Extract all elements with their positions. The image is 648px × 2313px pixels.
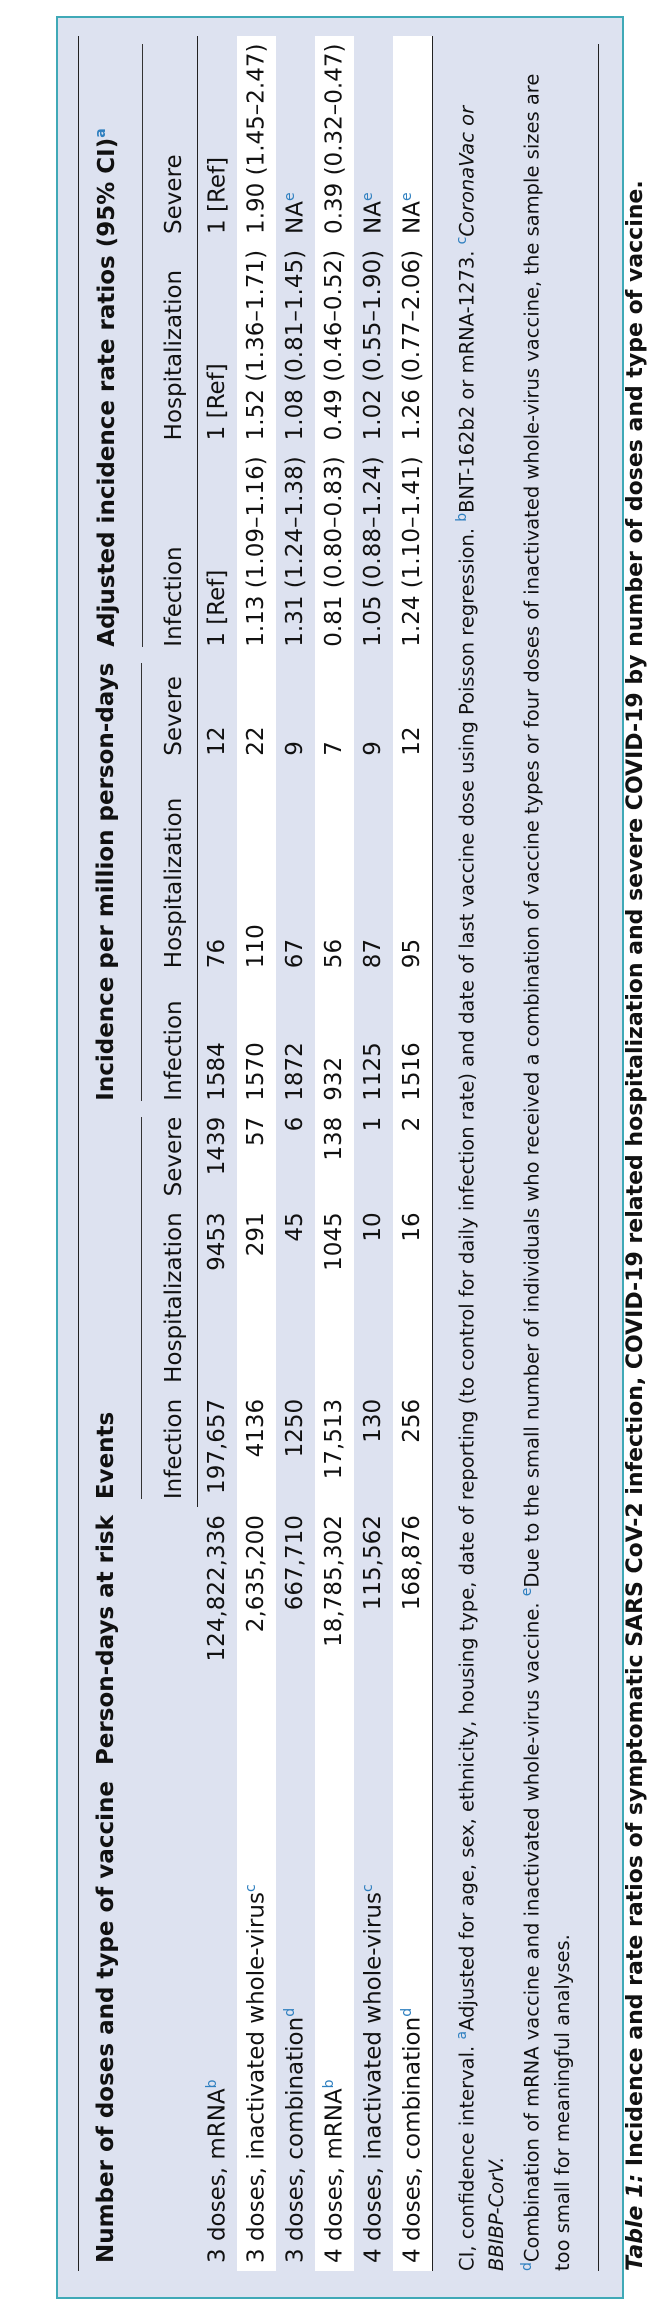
- incidence-hospitalization-cell: 76: [204, 938, 231, 969]
- adjusted-hospitalization-cell: 1 [Ref]: [204, 363, 231, 441]
- data-table: [78, 36, 433, 2271]
- subheader-adjusted-hospitalization: Hospitalization: [143, 242, 198, 448]
- subheader-events-infection: Infection: [143, 1391, 198, 1507]
- adjusted-infection-cell: 1.24 (1.10–1.41): [393, 448, 433, 654]
- rotated-content: [58, 18, 648, 2297]
- subheader-adjusted-infection: Infection: [143, 448, 198, 654]
- footnote-marker: e: [281, 192, 298, 201]
- adjusted-severe-cell: $NA^e$: [281, 192, 309, 234]
- table-footnotes: CI, confidence interval. $^a$Adjusted for age, sex, ethnicity, housing type, date of reporting (to control for daily infection rate) and date of last vaccine dose using Poisson regression. $^b$BNT-162b2 or mRNA-1273. $^c$CoronaVac or BBIBP-CorV. $^d$Combination of mRNA vaccine and inactivated whole-virus vaccine. $^e$Due to the small number of individuals who received a combination of vaccine types or four doses of inactivated whole-virus vaccine, the sample sizes are too small for meaningful analyses.: [453, 73, 574, 2271]
- adjusted-infection-cell: 0.81 (0.80–0.83): [315, 448, 354, 654]
- events-severe-cell: 2: [393, 1109, 433, 1205]
- table-row: [354, 36, 393, 2271]
- header-doses: Number of doses and type of vaccine: [79, 1773, 198, 2271]
- footnote-marker: d: [281, 2007, 298, 2017]
- incidence-infection-cell: 1516: [393, 976, 433, 1109]
- person-days-cell: 18,785,302: [315, 1507, 354, 1773]
- person-days-cell: 168,876: [393, 1507, 433, 1773]
- footnote-marker: b: [203, 2079, 220, 2089]
- adjusted-hospitalization-cell: 1.26 (0.77–2.06): [393, 242, 433, 448]
- events-hospitalization-cell: 9453: [204, 1212, 231, 1271]
- row-label: 3 doses, mRNA$^b$: [203, 2079, 231, 2263]
- incidence-severe-cell: 12: [204, 726, 231, 756]
- footnote-marker: d: [398, 2007, 415, 2017]
- table-row: [197, 36, 237, 2271]
- events-severe-cell: 57: [237, 1109, 276, 1205]
- incidence-infection-cell: 1584: [204, 1042, 231, 1101]
- row-label: 4 doses, inactivated whole-virus$^c$: [359, 1884, 387, 2263]
- events-infection-cell: 130: [360, 1398, 387, 1443]
- person-days-cell: 2,635,200: [237, 1507, 276, 1773]
- events-infection-cell: 4136: [237, 1391, 276, 1507]
- incidence-hospitalization-cell: 56: [315, 764, 354, 976]
- person-days-cell: 667,710: [282, 1515, 309, 1611]
- table-row: [237, 36, 276, 2271]
- adjusted-hospitalization-cell: 1.52 (1.36–1.71): [237, 242, 276, 448]
- events-severe-cell: 1: [360, 1116, 387, 1132]
- events-severe-cell: 138: [315, 1109, 354, 1205]
- adjusted-infection-cell: 1.13 (1.09–1.16): [237, 448, 276, 654]
- incidence-hospitalization-cell: 110: [237, 764, 276, 976]
- table-row: [393, 36, 433, 2271]
- adjusted-severe-cell: 0.39 (0.32–0.47): [315, 36, 354, 242]
- events-hospitalization-cell: 291: [237, 1204, 276, 1390]
- adjusted-hospitalization-cell: 1.02 (0.55–1.90): [360, 249, 387, 441]
- subheader-incidence-severe: Severe: [143, 655, 198, 764]
- adjusted-infection-cell: 1 [Ref]: [204, 569, 231, 647]
- incidence-hospitalization-cell: 87: [360, 938, 387, 969]
- events-infection-cell: 256: [393, 1391, 433, 1507]
- adjusted-severe-cell: $NA^e$: [359, 192, 387, 234]
- header-events: Events: [79, 1109, 143, 1507]
- subheader-incidence-infection: Infection: [143, 976, 198, 1109]
- row-label: 4 doses, combination$^d$: [393, 1773, 433, 2271]
- events-infection-cell: 197,657: [204, 1398, 231, 1494]
- subheader-events-hospitalization: Hospitalization: [143, 1204, 198, 1390]
- footnote-marker: e: [398, 192, 415, 201]
- footnote-marker: e: [359, 192, 376, 201]
- incidence-infection-cell: 1872: [282, 1042, 309, 1101]
- header-person-days: Person-days at risk: [79, 1507, 198, 1773]
- incidence-infection-cell: 1570: [237, 976, 276, 1109]
- adjusted-hospitalization-cell: 1.08 (0.81–1.45): [282, 249, 309, 441]
- events-severe-cell: 6: [282, 1116, 309, 1132]
- events-hospitalization-cell: 45: [282, 1212, 309, 1242]
- footnote-marker: c: [242, 1884, 259, 1893]
- events-hospitalization-cell: 10: [360, 1212, 387, 1242]
- subheader-adjusted-severe: Severe: [143, 36, 198, 242]
- table-frame: [56, 16, 648, 2299]
- incidence-infection-cell: 1125: [360, 1042, 387, 1101]
- adjusted-severe-cell: 1 [Ref]: [204, 156, 231, 234]
- incidence-severe-cell: 9: [360, 741, 387, 756]
- footnote-marker: c: [359, 1884, 376, 1893]
- row-label: 3 doses, combination$^d$: [281, 2007, 309, 2263]
- events-hospitalization-cell: 1045: [315, 1204, 354, 1390]
- table-row: [315, 36, 354, 2271]
- adjusted-severe-cell: 1.90 (1.45–2.47): [237, 36, 276, 242]
- incidence-hospitalization-cell: 95: [393, 764, 433, 976]
- adjusted-severe-cell: $NA^e$: [393, 36, 433, 242]
- adjusted-infection-cell: 1.05 (0.88–1.24): [360, 456, 387, 647]
- events-infection-cell: 1250: [282, 1398, 309, 1458]
- footnote-marker: b: [320, 2079, 337, 2089]
- table-caption: Table 1: Incidence and rate ratios of symptomatic SARS CoV-2 infection, COVID-19 related hospitalization and severe COVID-19 by number of doses and type of vaccine.: [598, 44, 648, 2271]
- table-body: [197, 36, 432, 2271]
- table-row: [276, 36, 315, 2271]
- adjusted-infection-cell: 1.31 (1.24–1.38): [282, 456, 309, 647]
- header-adjusted: Adjusted incidence rate ratios (95% CI)$^a$: [79, 36, 143, 655]
- row-label: 3 doses, inactivated whole-virus$^c$: [237, 1773, 276, 2271]
- incidence-severe-cell: 22: [237, 655, 276, 764]
- incidence-hospitalization-cell: 67: [282, 938, 309, 969]
- incidence-severe-cell: 12: [393, 655, 433, 764]
- row-label: 4 doses, mRNA$^b$: [315, 1773, 354, 2271]
- events-infection-cell: 17,513: [315, 1391, 354, 1507]
- incidence-severe-cell: 7: [315, 655, 354, 764]
- person-days-cell: 124,822,336: [203, 1515, 230, 1662]
- adjusted-hospitalization-cell: 0.49 (0.46–0.52): [315, 242, 354, 448]
- events-hospitalization-cell: 16: [393, 1204, 433, 1390]
- incidence-infection-cell: 932: [315, 976, 354, 1109]
- events-severe-cell: 1439: [204, 1116, 231, 1176]
- subheader-incidence-hospitalization: Hospitalization: [143, 764, 198, 976]
- subheader-events-severe: Severe: [143, 1109, 198, 1205]
- incidence-severe-cell: 9: [282, 741, 309, 756]
- header-incidence: Incidence per million person-days: [79, 655, 143, 1109]
- person-days-cell: 115,562: [360, 1515, 387, 1611]
